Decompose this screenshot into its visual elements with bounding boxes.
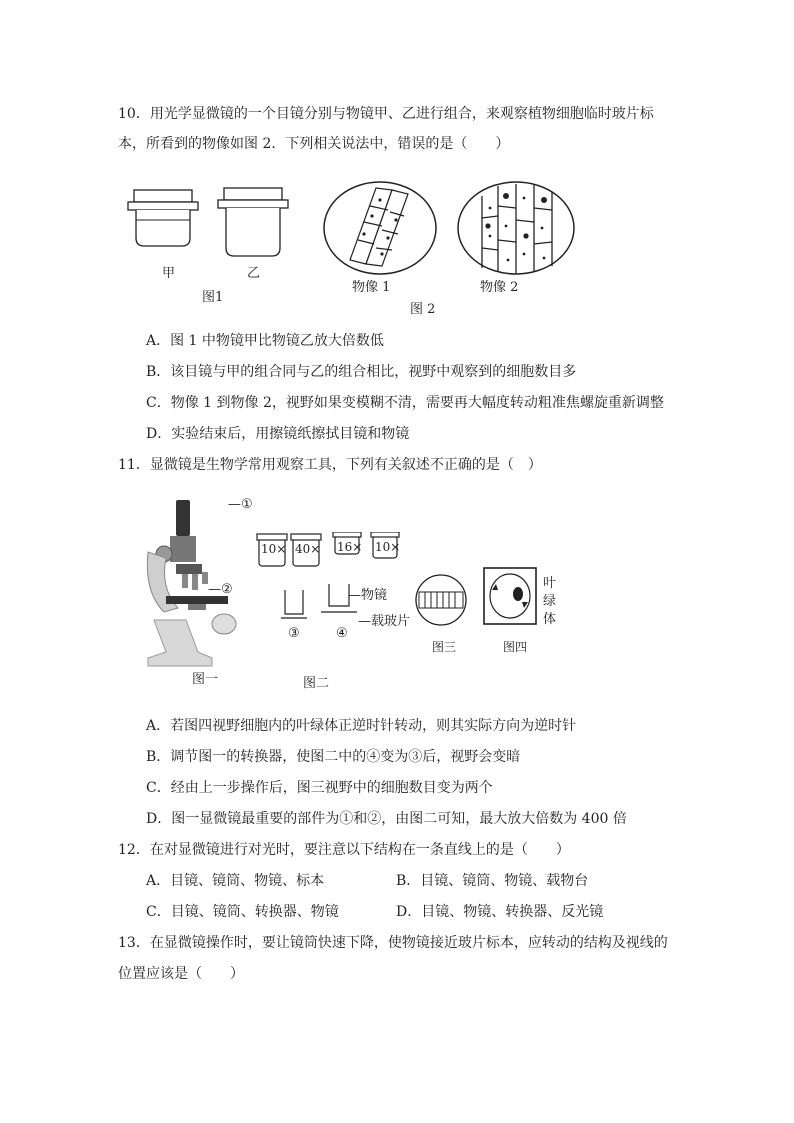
marker-4: ④: [336, 626, 348, 641]
q10-option-b: B．该目镜与甲的组合同与乙的组合相比，视野中观察到的细胞数目多: [146, 364, 577, 380]
fig1-caption: 图1: [202, 290, 224, 305]
chloroplast-label-2: 绿: [543, 594, 557, 609]
fig-one-caption: 图一: [192, 672, 219, 687]
lens-jia-label: 甲: [162, 266, 176, 281]
objective-label-text: 物镜: [361, 588, 388, 603]
marker-2-symbol: ②: [221, 582, 233, 597]
marker-2: —②: [208, 582, 233, 597]
marker-1: —①: [228, 497, 253, 512]
q12-option-d: D．目镜、物镜、转换器、反光镜: [396, 904, 604, 920]
microscope-image-views: [320, 178, 580, 278]
q10-option-c: C．物像 1 到物像 2，视野如果变模糊不清，需要再大幅度转动粗准焦螺旋重新调整: [146, 395, 664, 411]
q10-figure2: [320, 178, 580, 278]
microscope-figure: [140, 492, 250, 672]
lens-label-16: 16×: [337, 540, 363, 554]
marker-1-symbol: ①: [241, 497, 253, 512]
q11-option-b: B．调节图一的转换器，使图二中的④变为③后，视野会变暗: [146, 749, 521, 765]
q13-stem-line2: 位置应该是（ ）: [118, 966, 244, 982]
slide-label-text: 载玻片: [371, 614, 411, 629]
marker-3: ③: [288, 626, 300, 641]
fig-three-caption: 图三: [432, 640, 457, 654]
q12-option-a: A．目镜、镜筒、物镜、标本: [146, 873, 325, 889]
lens-label-10b: 10×: [375, 540, 401, 554]
q12-option-b: B．目镜、镜筒、物镜、载物台: [396, 873, 589, 889]
fig-four-caption: 图四: [503, 640, 528, 654]
fig2-caption: 图 2: [410, 302, 436, 317]
q12-stem: 12．在对显微镜进行对光时，要注意以下结构在一条直线上的是（ ）: [118, 842, 570, 858]
view-figure-four: [480, 564, 540, 628]
lens-label-10a: 10×: [261, 542, 287, 556]
q10-option-a: A．图 1 中物镜甲比物镜乙放大倍数低: [146, 333, 384, 349]
q11-option-c: C．经由上一步操作后，图三视野中的细胞数目变为两个: [146, 780, 493, 796]
lens-label-40: 40×: [295, 542, 321, 556]
slide-label: —载玻片: [358, 614, 411, 629]
q12-option-c: C．目镜、镜筒、转换器、物镜: [146, 904, 339, 920]
view1-label: 物像 1: [352, 280, 391, 295]
q10-stem-line1: 10．用光学显微镜的一个目镜分别与物镜甲、乙进行组合，来观察植物细胞临时玻片标: [118, 106, 654, 122]
q10-option-d: D．实验结束后，用擦镜纸擦拭目镜和物镜: [146, 426, 410, 442]
q13-stem-line1: 13．在显微镜操作时，要让镜筒快速下降，使物镜接近玻片标本，应转动的结构及视线的: [118, 935, 668, 951]
fig-two-caption: 图二: [303, 676, 330, 691]
objective-label: —物镜: [348, 588, 388, 603]
view-figure-three: [413, 572, 469, 628]
q10-stem-line2: 本，所看到的物像如图 2．下列相关说法中，错误的是（ ）: [118, 136, 510, 152]
microscope-drawing: [140, 492, 250, 672]
cell-view-four: [480, 564, 540, 628]
view2-label: 物像 2: [480, 280, 519, 295]
q11-option-a: A．若图四视野细胞内的叶绿体正逆时针转动，则其实际方向为逆时针: [146, 718, 577, 734]
q11-option-d: D．图一显微镜最重要的部件为①和②，由图二可知，最大放大倍数为 400 倍: [146, 811, 627, 827]
cell-view-three: [413, 572, 469, 628]
lens-yi-label: 乙: [247, 266, 261, 281]
q11-stem: 11．显微镜是生物学常用观察工具，下列有关叙述不正确的是（ ）: [118, 457, 542, 473]
chloroplast-label-1: 叶: [543, 576, 557, 591]
chloroplast-label-3: 体: [543, 612, 557, 627]
